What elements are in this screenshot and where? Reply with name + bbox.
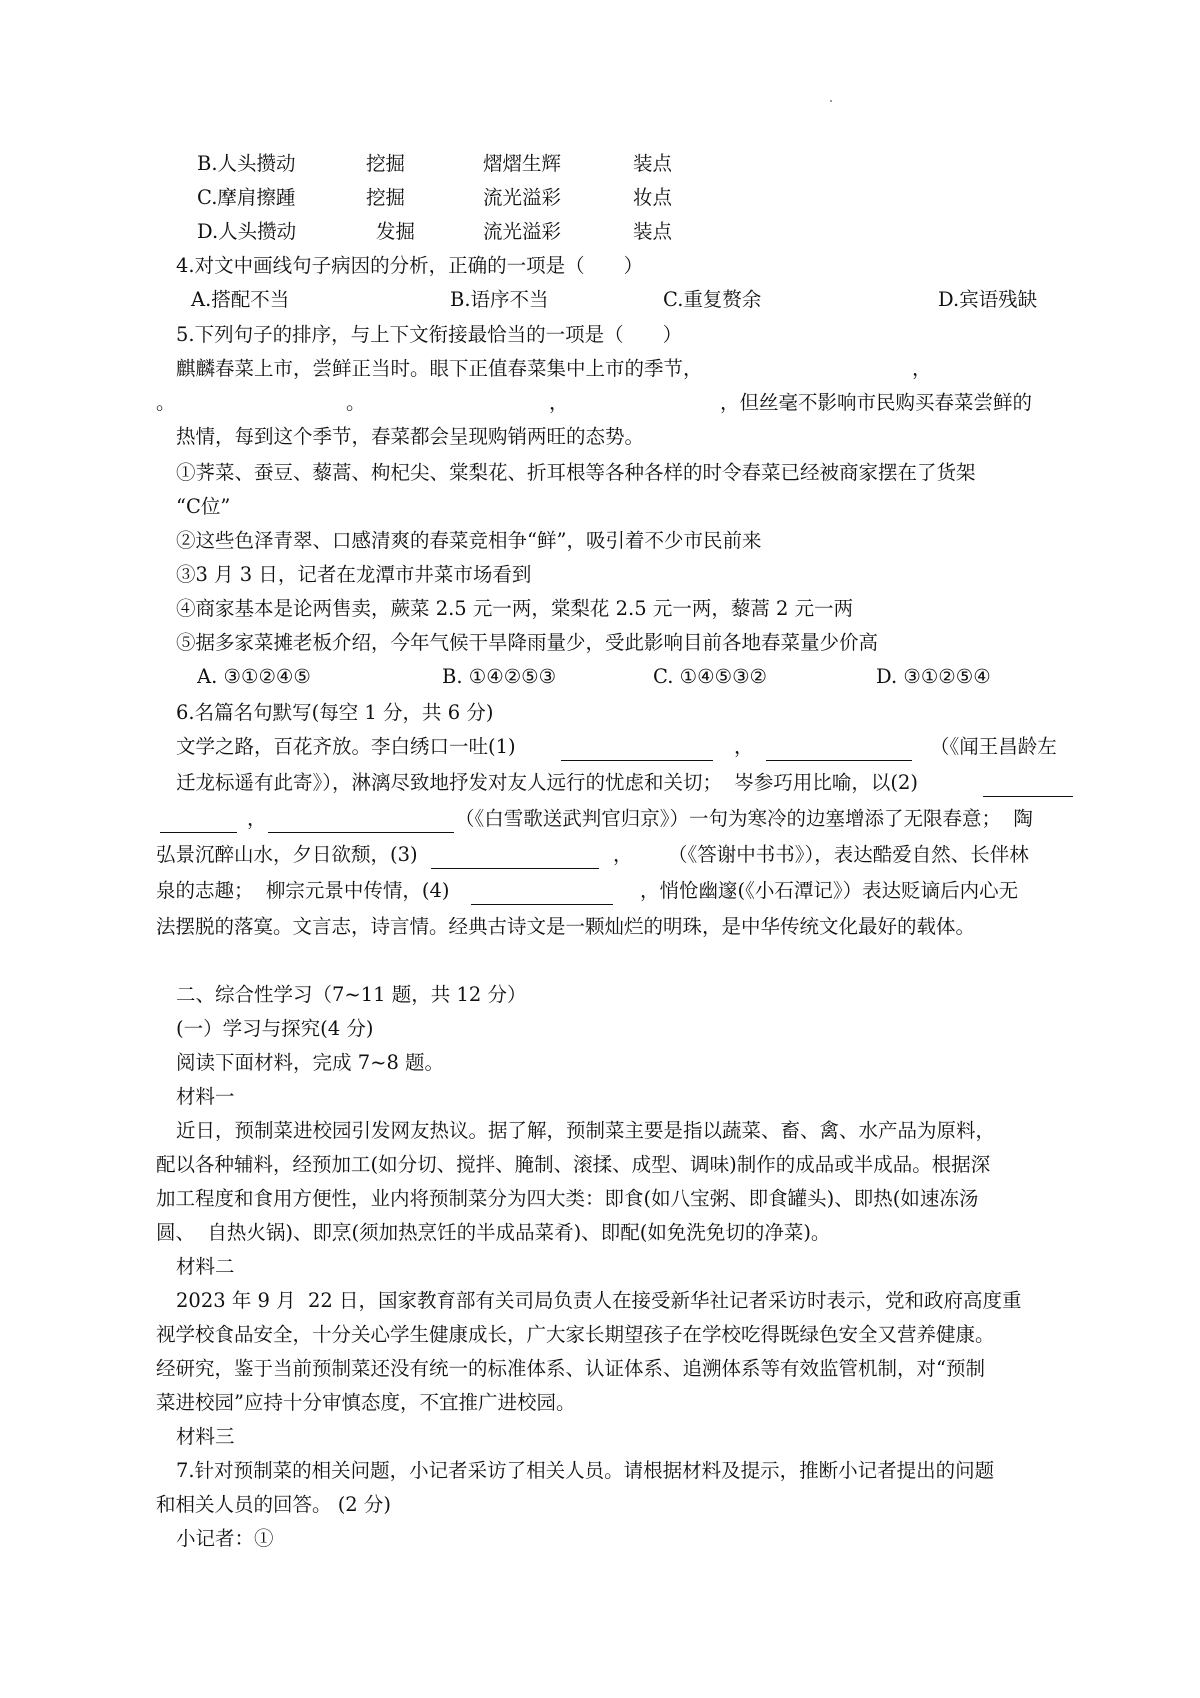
material2-line4: 菜进校园”应持十分审慎态度，不宜推广进校园。 (156, 1391, 576, 1414)
q6-line4-text: 弘景沉醉山水，夕日欲颓，(3) (156, 843, 418, 866)
q3-option-b-word2: 挖掘 (366, 152, 406, 175)
section2-subtitle: (一）学习与探究(4 分) (176, 1017, 374, 1040)
q5-option-a: A. ③①②④⑤ (197, 665, 311, 688)
material1-line3: 加工程度和食用方便性，业内将预制菜分为四大类：即食(如八宝粥、即食罐头)、即热(如速冻汤 (156, 1187, 979, 1210)
q5-stem: 5.下列句子的排序，与上下文衔接最恰当的一项是（ ） (176, 323, 683, 346)
q3-option-d-word3: 流光溢彩 (483, 220, 562, 243)
q6-blank-4a[interactable] (471, 880, 613, 905)
q5-gap-mark-3: ， (549, 391, 569, 414)
q6-line5-text: 泉的志趣； 柳宗元景中传情，(4) (156, 879, 450, 902)
section2-instruction: 阅读下面材料，完成 7~8 题。 (176, 1051, 445, 1074)
q5-passage-line2-tail: ，但丝毫不影响市民购买春菜尝鲜的 (720, 391, 1033, 414)
material1-line4: 圆、 自热火锅)、即烹(须加热烹饪的半成品菜肴)、即配(如免洗免切的净菜)。 (156, 1221, 831, 1244)
q6-blank-2b[interactable] (268, 808, 454, 833)
q7-stem-line1: 7.针对预制菜的相关问题，小记者采访了相关人员。请根据材料及提示，推断小记者提出的问题 (176, 1459, 995, 1482)
q3-option-c-word4: 妆点 (633, 186, 673, 209)
scan-speck (830, 100, 832, 102)
material2-line1: 2023 年 9 月 22 日，国家教育部有关司局负责人在接受新华社记者采访时表示，党和政府高度重 (176, 1289, 1022, 1312)
q5-gap-mark-1: 。 (156, 391, 176, 414)
q6-blank-3a[interactable] (431, 844, 599, 869)
section2-title: 二、综合性学习（7~11 题，共 12 分） (176, 983, 527, 1006)
q5-sentence-3: ③3 月 3 日，记者在龙潭市井菜市场看到 (176, 563, 532, 586)
q3-option-d-word4: 装点 (633, 220, 673, 243)
q6-line2-text: 迁龙标遥有此寄》），淋漓尽致地抒发对友人远行的忧虑和关切； 岑参巧用比喻，以(2) (176, 771, 919, 794)
q6-line5-source: ，悄怆幽邃(《小石潭记》）表达贬谪后内心无 (640, 879, 1019, 902)
q3-option-d-word2: 发掘 (376, 220, 416, 243)
q6-blank-2a-start[interactable] (983, 772, 1073, 797)
q4-option-d: D.宾语残缺 (938, 288, 1038, 311)
q4-stem: 4.对文中画线句子病因的分析，正确的一项是（ ） (176, 254, 644, 277)
q4-option-a: A.搭配不当 (191, 288, 290, 311)
q5-sentence-1-cont: “C位” (176, 495, 231, 518)
q3-option-b-word3: 熠熠生辉 (483, 152, 562, 175)
q5-option-c: C. ①④⑤③② (653, 665, 768, 688)
q3-option-d-letter: D.人头攒动 (197, 220, 297, 243)
q6-line4-comma: ， (613, 843, 633, 866)
q3-option-c-letter: C.摩肩擦踵 (197, 186, 296, 209)
q6-line1-comma: ， (734, 735, 754, 758)
q5-passage-line3: 热情，每到这个季节，春菜都会呈现购销两旺的态势。 (176, 425, 645, 448)
q6-blank-2a-end[interactable] (160, 808, 237, 833)
q4-option-b: B.语序不当 (450, 288, 549, 311)
material1-line1: 近日，预制菜进校园引发网友热议。据了解，预制菜主要是指以蔬菜、畜、禽、水产品为原料， (176, 1119, 996, 1142)
q5-sentence-2: ②这些色泽青翠、口感清爽的春菜竞相争“鲜”，吸引着不少市民前来 (176, 529, 762, 552)
material2-line3: 经研究，鉴于当前预制菜还没有统一的标准体系、认证体系、追溯体系等有效监管机制，对“预制 (156, 1357, 985, 1380)
q3-option-b-letter: B.人头攒动 (197, 152, 296, 175)
material2-title: 材料二 (176, 1255, 235, 1278)
q6-line6-text: 法摆脱的落寞。文言志，诗言情。经典古诗文是一颗灿烂的明珠，是中华传统文化最好的载体。 (156, 915, 976, 938)
q5-sentence-4: ④商家基本是论两售卖，蕨菜 2.5 元一两，棠梨花 2.5 元一两，藜蒿 2 元一两 (176, 597, 854, 620)
q6-line1-start: 文学之路，百花齐放。李白绣口一吐(1) (176, 735, 516, 758)
q7-stem-line2: 和相关人员的回答。 (2 分) (156, 1493, 392, 1516)
q5-gap-mark-2: 。 (346, 391, 366, 414)
q3-option-c-word2: 挖掘 (366, 186, 406, 209)
q5-option-d: D. ③①②⑤④ (876, 665, 991, 688)
q5-passage-line1: 麒麟春菜上市，尝鲜正当时。眼下正值春菜集中上市的季节， (176, 357, 703, 380)
q5-sentence-5: ⑤据多家菜摊老板介绍，今年气候干旱降雨量少，受此影响目前各地春菜量少价高 (176, 631, 879, 654)
q5-option-b: B. ①④②⑤③ (442, 665, 557, 688)
material1-line2: 配以各种辅料，经预加工(如分切、搅拌、腌制、滚揉、成型、调味)制作的成品或半成品。根据深 (156, 1153, 991, 1176)
q6-line3-source: （《白雪歌送武判官归京》）一句为寒冷的边塞增添了无限春意； 陶 (455, 807, 1033, 830)
q4-option-c: C.重复赘余 (663, 288, 762, 311)
q6-line4-source: （《答谢中书书》），表达酷爱自然、长伴林 (668, 843, 1029, 866)
q6-blank-1a[interactable] (561, 736, 713, 761)
q6-line3-comma: ， (247, 807, 267, 830)
material3-title: 材料三 (176, 1425, 235, 1448)
q6-stem: 6.名篇名句默写(每空 1 分，共 6 分) (176, 701, 494, 724)
q7-reporter-prompt: 小记者：① (176, 1527, 274, 1550)
q6-blank-1b[interactable] (766, 736, 912, 761)
q3-option-b-word4: 装点 (633, 152, 673, 175)
q3-option-c-word3: 流光溢彩 (483, 186, 562, 209)
q6-line1-source: （《闻王昌龄左 (930, 735, 1057, 758)
q5-sentence-1: ①荠菜、蚕豆、藜蒿、枸杞尖、棠梨花、折耳根等各种各样的时令春菜已经被商家摆在了货架 (176, 461, 976, 484)
material2-line2: 视学校食品安全，十分关心学生健康成长，广大家长期望孩子在学校吃得既绿色安全又营养健康。 (156, 1323, 995, 1346)
material1-title: 材料一 (176, 1085, 235, 1108)
q5-passage-comma: ， (912, 357, 932, 380)
